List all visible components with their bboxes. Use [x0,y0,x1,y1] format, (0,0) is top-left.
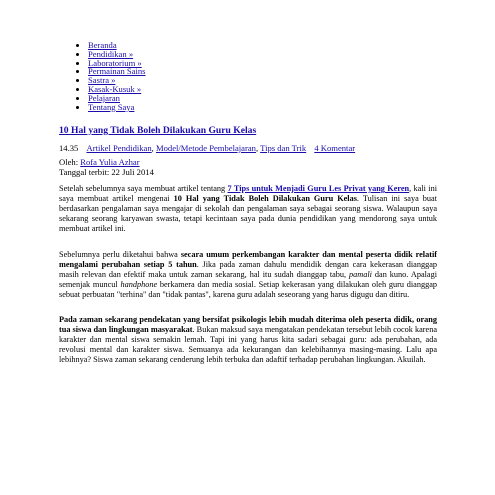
post-title-link[interactable]: 10 Hal yang Tidak Boleh Dilakukan Guru Kelas [59,125,257,136]
nav-link[interactable]: Permainan Sains [88,66,146,77]
comments-link[interactable]: 4 Komentar [314,143,356,153]
post-time: 14.35 [59,143,79,153]
nav-link[interactable]: Kasak-Kusuk » [88,83,142,94]
paragraph-character: Sebelumnya perlu diketahui bahwa secara umum perkembangan karakter dan mental peserta didik relatif mengalami perubahan setiap 5 tahun. Jika pada zaman dahulu mendidik dengan cara kekerasan dianggap masih relevan dan efektif maka untuk zaman sekarang, hal itu sudah dianggap tabu, pamali dan kuno. Apalagi semenjak muncul handphone berkamera dan media sosial. Setiap kekerasan yang dilakukan oleh guru dianggap sebuat perbuatan "terhina" dan "tidak pantas", karena guru adalah seseorang yang harus digugu dan ditiru. [59,250,438,299]
navigation-menu [68,41,146,111]
category-link-model-metode[interactable]: Model/Metode Pembelajaran [155,143,256,153]
nav-link[interactable]: Laboratorium » [88,57,142,68]
author-block [59,158,154,177]
nav-link[interactable]: Tentang Saya [88,101,135,112]
article-link-guru-les-privat[interactable]: 7 Tips untuk Menjadi Guru Les Privat yang Keren [227,184,410,193]
nav-link[interactable]: Beranda [88,40,117,50]
nav-item-tentang-saya[interactable] [88,103,146,112]
category-link-tips-dan-trik[interactable]: Tips dan Trik [260,143,307,153]
publish-date: Tanggal terbit: 22 Juli 2014 [59,166,154,177]
post-meta: 14.35 Artikel Pendidikan, Model/Metode Pembelajaran, Tips dan Trik 4 Komentar [59,143,356,153]
nav-link[interactable]: Pelajaran [88,92,120,103]
category-link-artikel-pendidikan[interactable]: Artikel Pendidikan [86,143,152,153]
paragraph-psychological: Pada zaman sekarang pendekatan yang bersifat psikologis lebih mudah diterima oleh peserta didik, orang tua siswa dan lingkungan masyarakat. Bukan maksud saya mengatakan pendekatan tersebut lebih cocok karena karakter dan mental siswa semakin lemah. Tapi ini yang harus kita sadari sebagai guru: ada perubahan, ada revolusi mental dan karakter siswa. Semuanya ada kekurangan dan kelebihannya masing-masing. Lalu apa lebihnya? Siswa zaman sekarang cenderung lebih terbuka dan adaftif terhadap perubahan lingkungan. Akuilah. [59,315,437,364]
paragraph-intro: Setelah sebelumnya saya membuat artikel tentang 7 Tips untuk Menjadi Guru Les Privat yang Keren, kali ini saya membuat artikel mengenai 10 Hal yang Tidak Boleh Dilakukan Guru Kelas. Tulisan ini saya buat berdasarkan pengalaman saya mengajar di sekolah dan pengalaman saya sebagai seorang siswa. Walaupun saya sekarang seorang karyawan swasta, tetapi kecintaan saya pada dunia pendidikan yang mendorong saya untuk membuat artikel ini. [59,184,437,233]
author-link[interactable]: Rofa Yulia Azhar [80,157,140,167]
nav-link[interactable]: Sastra » [88,75,116,86]
author-prefix: Oleh: [59,157,79,167]
nav-link[interactable]: Pendidikan » [88,48,134,59]
